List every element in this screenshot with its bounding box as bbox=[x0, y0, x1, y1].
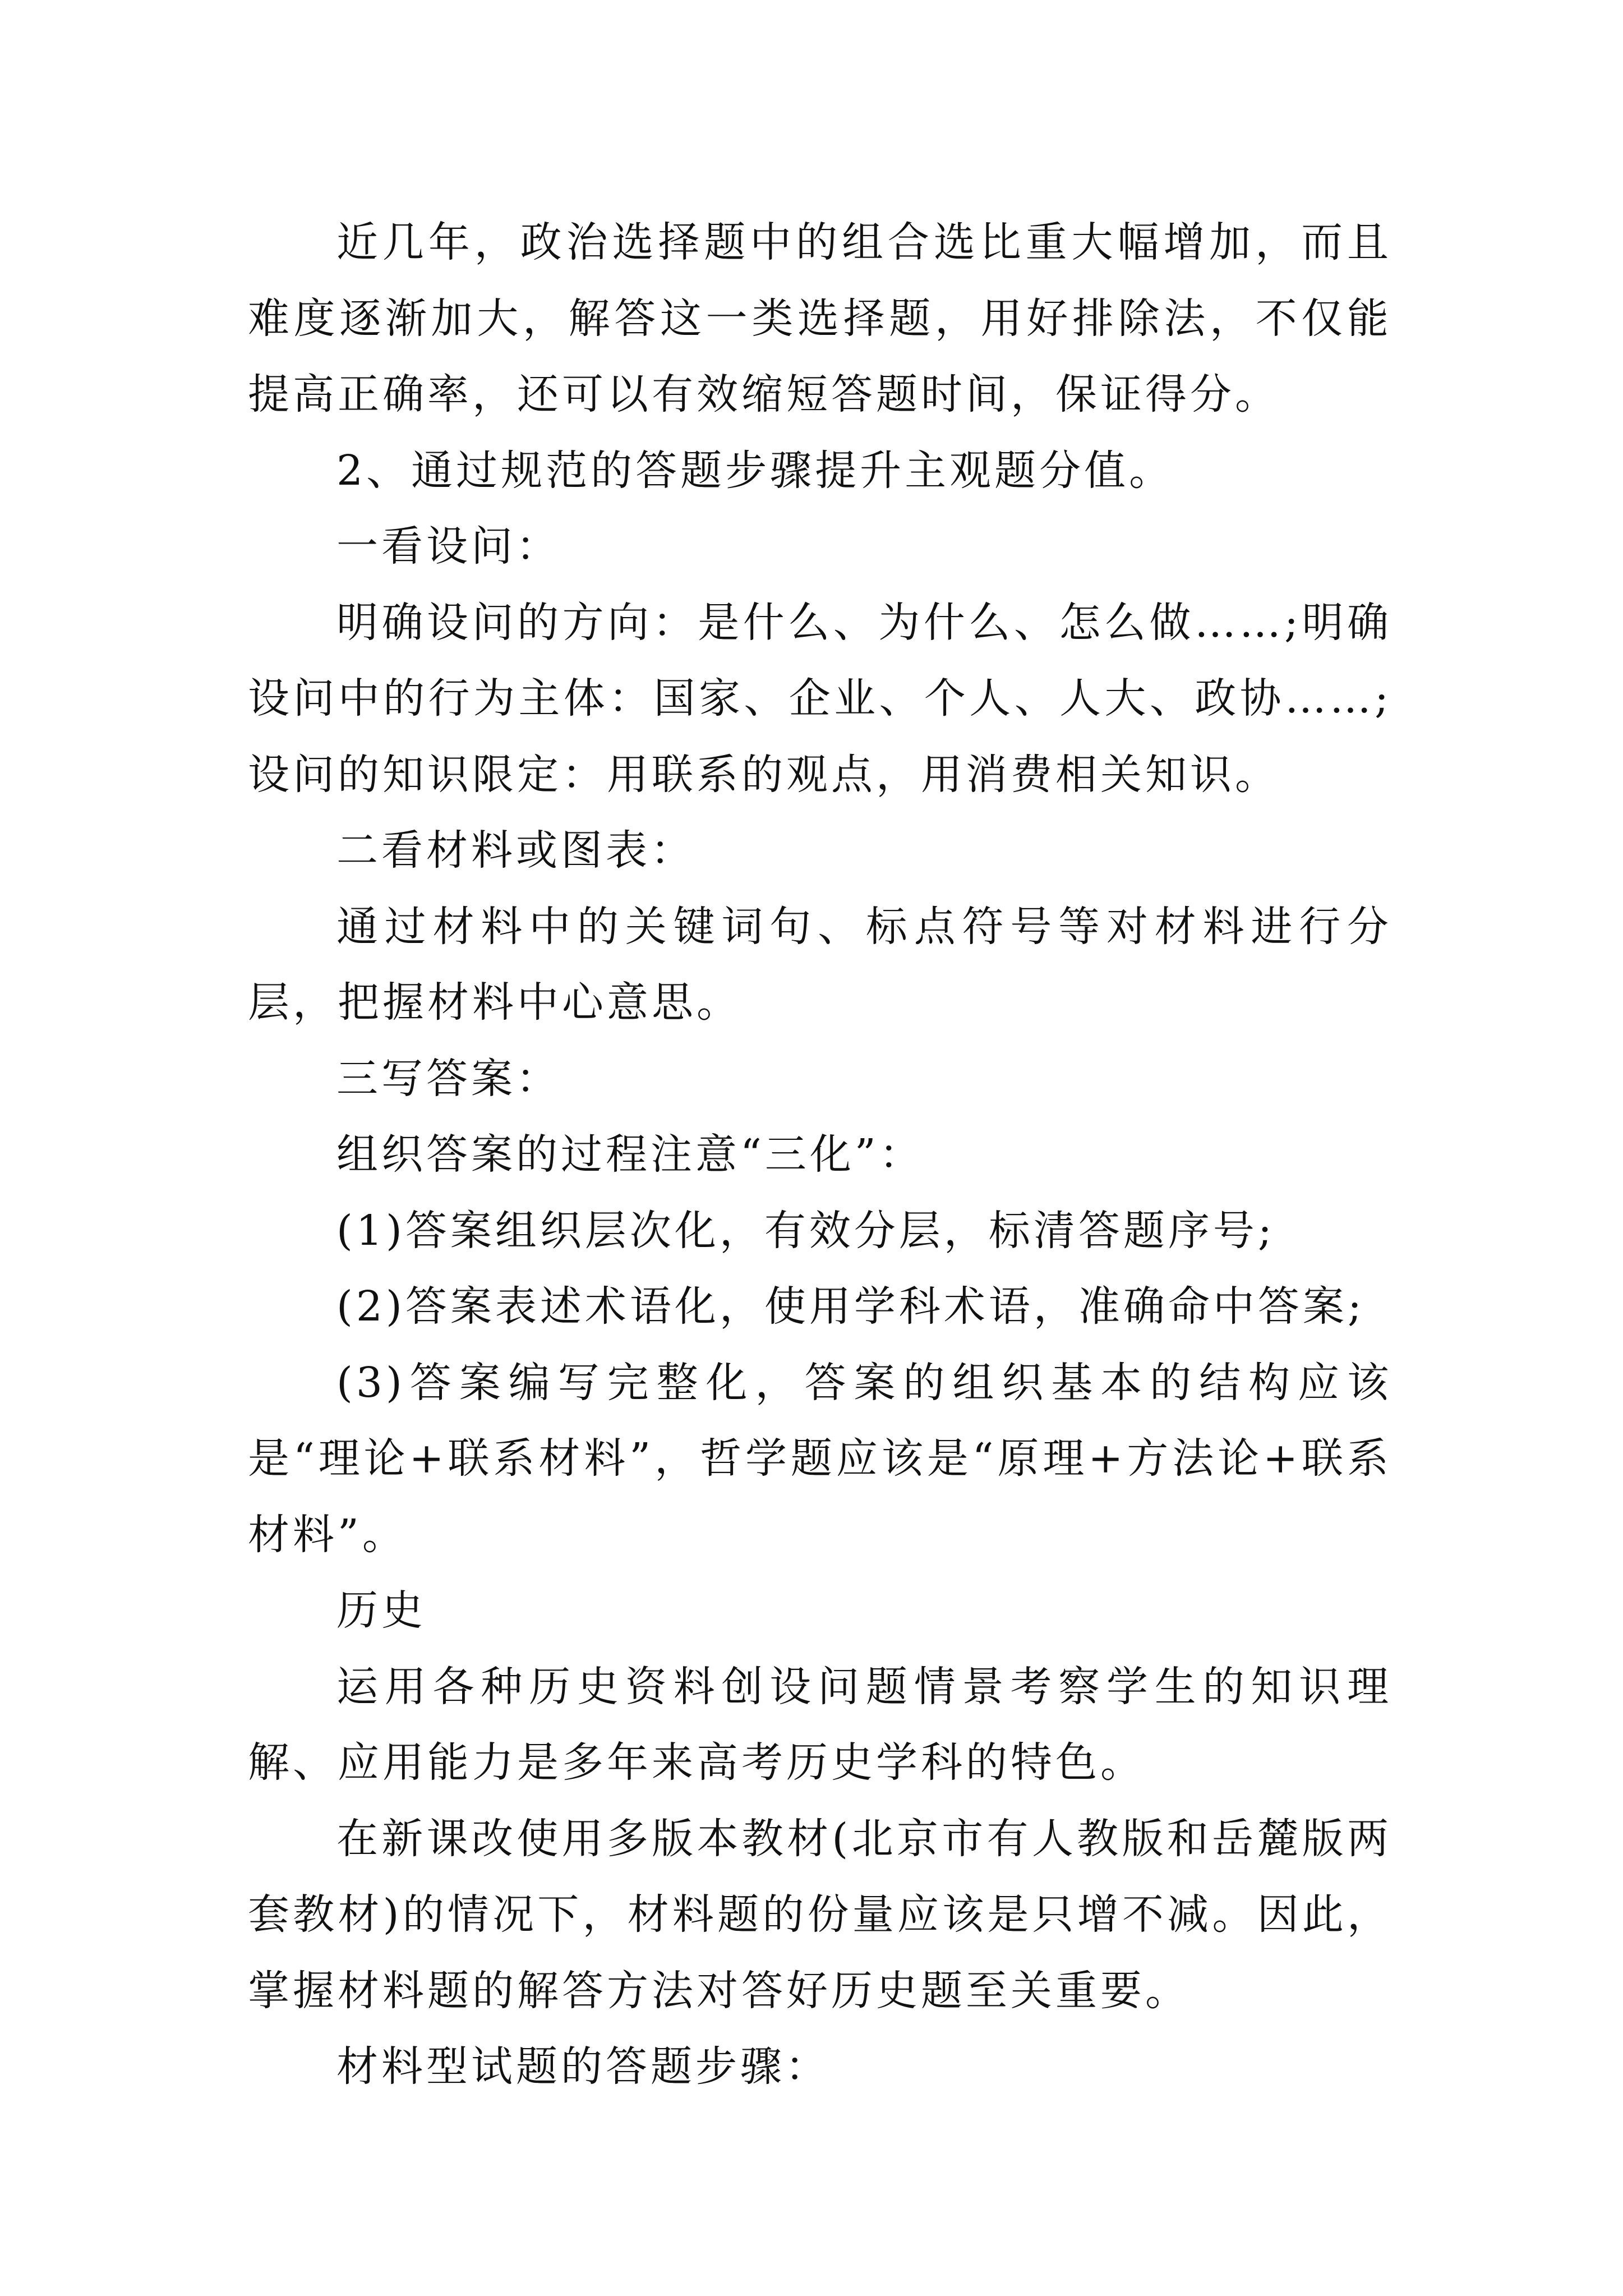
paragraph-subjective-steps-heading: 2、通过规范的答题步骤提升主观题分值。 bbox=[336, 446, 1174, 495]
document-body bbox=[248, 205, 1392, 2105]
paragraph-history-heading: 历史 bbox=[336, 1586, 426, 1635]
paragraph-material-steps-heading: 材料型试题的答题步骤： bbox=[336, 2042, 830, 2091]
paragraph-principle-two: (2)答案表述术语化，使用学科术语，准确命中答案; bbox=[336, 1282, 1365, 1331]
paragraph-principle-three: (3)答案编写完整化，答案的组织基本的结构应该是“理论+联系材料”，哲学题应该是“原理+方法论+联系材料”。 bbox=[248, 1358, 1392, 1559]
paragraph-three-principles: 组织答案的过程注意“三化”： bbox=[336, 1130, 924, 1179]
paragraph-principle-one: (1)答案组织层次化，有效分层，标清答题序号; bbox=[336, 1206, 1275, 1255]
paragraph-step-two-heading: 二看材料或图表： bbox=[336, 826, 695, 875]
paragraph-history-materials: 在新课改使用多版本教材(北京市有人教版和岳麓版两套教材)的情况下，材料题的份量应该是只增不减。因此，掌握材料题的解答方法对答好历史题至关重要。 bbox=[248, 1814, 1392, 2015]
paragraph-step-one-heading: 一看设问： bbox=[336, 522, 561, 570]
paragraph-step-two-body: 通过材料中的关键词句、标点符号等对材料进行分层，把握材料中心意思。 bbox=[248, 902, 1392, 1027]
paragraph-history-intro: 运用各种历史资料创设问题情景考察学生的知识理解、应用能力是多年来高考历史学科的特色。 bbox=[248, 1662, 1392, 1787]
paragraph-intro-choice-questions: 近几年，政治选择题中的组合选比重大幅增加，而且难度逐渐加大，解答这一类选择题，用好排除法，不仅能提高正确率，还可以有效缩短答题时间，保证得分。 bbox=[248, 218, 1392, 418]
paragraph-step-one-body: 明确设问的方向：是什么、为什么、怎么做……;明确设问中的行为主体：国家、企业、个人、人大、政协……;设问的知识限定：用联系的观点，用消费相关知识。 bbox=[248, 598, 1392, 799]
paragraph-step-three-heading: 三写答案： bbox=[336, 1054, 561, 1103]
